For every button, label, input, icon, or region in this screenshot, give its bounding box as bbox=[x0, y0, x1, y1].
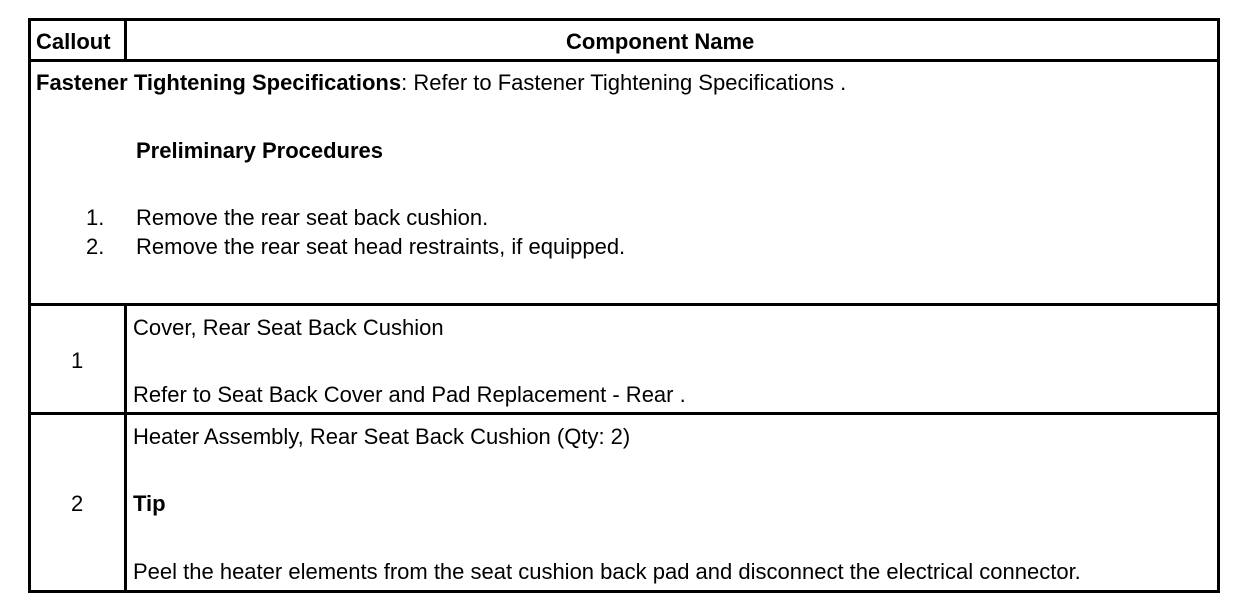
header-column-divider bbox=[124, 18, 127, 61]
step-text: Remove the rear seat back cushion. bbox=[136, 205, 489, 230]
tip-label: Tip bbox=[133, 491, 166, 516]
row-divider bbox=[28, 412, 1220, 415]
header-callout: Callout bbox=[36, 29, 111, 54]
tip-text: Peel the heater elements from the seat cushion back pad and disconnect the electrical connector. bbox=[133, 559, 1081, 584]
spec-row-divider bbox=[28, 303, 1220, 306]
spec-line bbox=[36, 70, 846, 96]
header-component-name: Component Name bbox=[566, 29, 755, 54]
row-component-name: Heater Assembly, Rear Seat Back Cushion (Qty: 2) bbox=[133, 424, 631, 449]
spec-colon: : bbox=[401, 70, 408, 95]
body-column-divider bbox=[124, 303, 127, 593]
preliminary-heading: Preliminary Procedures bbox=[136, 138, 384, 163]
spec-text: Refer to Fastener Tightening Specifications . bbox=[413, 70, 847, 95]
step-number: 1. bbox=[86, 205, 105, 230]
row-reference: Refer to Seat Back Cover and Pad Replacement - Rear . bbox=[133, 382, 686, 407]
step-text: Remove the rear seat head restraints, if equipped. bbox=[136, 234, 626, 259]
row-callout: 1 bbox=[71, 348, 84, 373]
spec-label: Fastener Tightening Specifications bbox=[36, 70, 402, 95]
row-callout: 2 bbox=[71, 491, 84, 516]
header-divider bbox=[28, 59, 1220, 62]
row-component-name: Cover, Rear Seat Back Cushion bbox=[133, 315, 444, 340]
step-number: 2. bbox=[86, 234, 105, 259]
